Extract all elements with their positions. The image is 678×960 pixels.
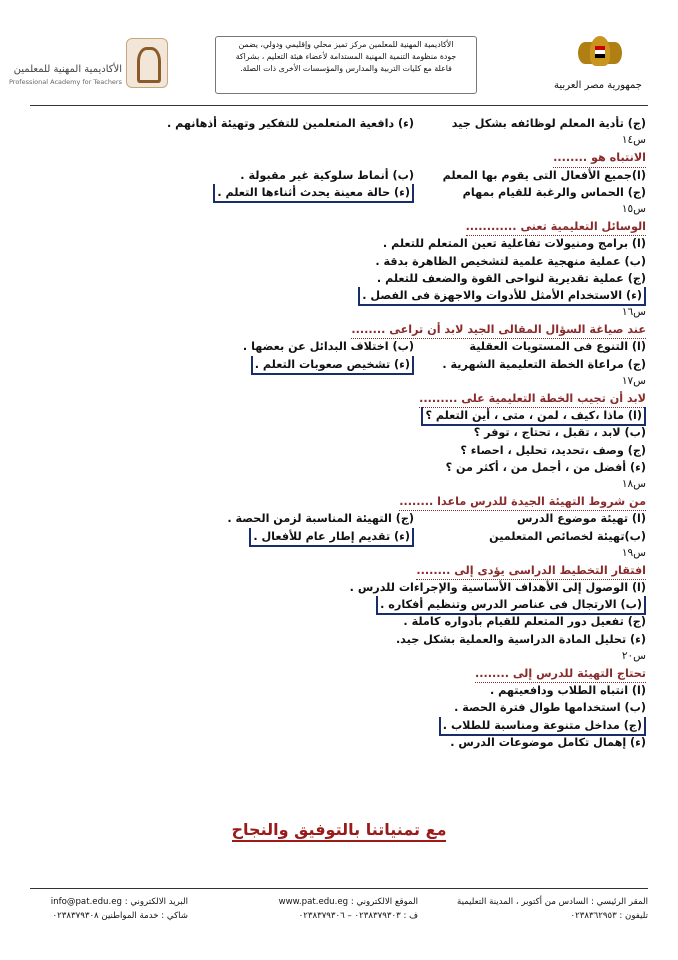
option-row (30, 596, 646, 613)
option-row (30, 356, 646, 373)
option-row (30, 459, 646, 476)
logo-text-english: Professional Academy for Teachers (9, 78, 122, 86)
question-number-text: س١٥ (621, 202, 646, 215)
option-row (30, 579, 646, 596)
logo-text-arabic: الأكاديمية المهنية للمعلمين (13, 64, 122, 75)
option-text: (ء) حالة معينة يحدث أثناءها التعلم . (213, 184, 414, 203)
option-text: (ب) أنماط سلوكية غير مقبولة . (240, 168, 414, 182)
question-number (30, 304, 646, 321)
option-row (30, 699, 646, 716)
option-row (30, 270, 646, 287)
academy-logo-mark (126, 38, 168, 88)
question-title (30, 665, 646, 682)
option-text: (ء) إهمال تكامل موضوعات الدرس . (450, 735, 646, 749)
option-text: (ب) لابد ، تقبل ، تحتاج ، توفر ؟ (473, 426, 646, 440)
question-number-text: س٢٠ (621, 649, 646, 662)
option-text: (ب) الارتجال فى عناصر الدرس وتنظيم أفكاره . (376, 596, 646, 615)
question-number-text: س١٦ (621, 306, 646, 319)
question-number (30, 545, 646, 562)
option-text: (ج) التهيئة المناسبة لزمن الحصة . (227, 512, 414, 526)
page-footer (30, 888, 648, 921)
option-text: (ء) أفضل من ، أجمل من ، أكثر من ؟ (445, 460, 646, 474)
mission-line: الأكاديمية المهنية للمعلمين مركز تميز محلي وإقليمي ودولي، يضمن (238, 40, 454, 49)
option-text: (ب) اختلاف البدائل عن بعضها . (242, 340, 414, 354)
option-row (30, 682, 646, 699)
option-text: (ا) ماذا ،كيف ، لمن ، متى ، أين التعلم ؟ (421, 407, 646, 426)
option-text: (ء) تشخيص صعوبات التعلم . (251, 356, 414, 375)
option-row (30, 424, 646, 441)
option-text: (ج) مداخل متنوعة ومناسبة للطلاب . (439, 717, 646, 736)
option-row (30, 528, 646, 545)
option-text: (ج) تفعيل دور المتعلم للقيام بأدواره كاملة . (403, 615, 646, 629)
option-text: (ا)جميع الأفعال التى يقوم بها المعلم (442, 168, 646, 182)
option-text: (ب) عملية منهجية علمية لتشخيص الظاهرة بدقة . (375, 254, 646, 268)
question-number (30, 201, 646, 218)
option-text: (ج) مراعاة الخطة التعليمية الشهرية . (442, 357, 646, 371)
closing-message: مع تمنياتنا بالتوفيق والنجاح (0, 820, 678, 839)
option-row (30, 167, 646, 184)
option-text: (ا) انتباه الطلاب ودافعيتهم . (490, 684, 646, 698)
question-title-text: الانتباه هو ........ (553, 149, 646, 167)
egypt-eagle-emblem-icon (578, 32, 622, 76)
question-number (30, 476, 646, 493)
footer-website: الموقع الالكتروني : www.pat.edu.eg ف : ٠٢٣٨٣٧٩٣٠٣ – ٠٢٣٨٣٧٩٣٠٦ (278, 897, 418, 921)
option-row (30, 510, 646, 527)
question-title (30, 390, 646, 407)
academy-logo (9, 38, 168, 98)
footer-hq: المقر الرئيسي : السادس من أكتوبر ، المدينة التعليمية تليفون : ٠٢٣٨٣٦٢٩٥٣ (457, 897, 648, 921)
option-text: (ج) وصف ،تحديد، تحليل ، احصاء ؟ (460, 443, 646, 457)
option-row (30, 184, 646, 201)
option-row (30, 115, 646, 132)
question-number (30, 373, 646, 390)
option-text: (ج) عملية تقديرية لنواحى القوة والضعف للتعلم . (376, 271, 646, 285)
option-row (30, 631, 646, 648)
question-title-text: الوسائل التعليمية تعنى ............ (466, 218, 646, 236)
question-number (30, 648, 646, 665)
option-text: (ا) التنوع فى المستويات العقلية (469, 340, 646, 354)
option-row (30, 717, 646, 734)
question-title-text: لابد أن تجيب الخطة التعليمية على ......... (419, 390, 646, 408)
option-row (30, 287, 646, 304)
footer-email: البريد الالكتروني : info@pat.edu.eg شاكي : خدمة المواطنين ٠٢٣٨٣٧٩٣٠٨ (50, 897, 188, 921)
academy-mission-box (215, 36, 477, 94)
option-text: (ء) تقديم إطار عام للأفعال . (249, 528, 414, 547)
question-title (30, 321, 646, 338)
question-title (30, 562, 646, 579)
option-text: (ج) تأدية المعلم لوظائفه بشكل جيد (451, 117, 646, 130)
option-text: (ب) استخدامها طوال فترة الحصة . (454, 701, 646, 715)
question-number-text: س١٩ (621, 546, 646, 559)
option-row (30, 253, 646, 270)
option-text: (ب)تهيئة لخصائص المتعلمين (489, 529, 646, 543)
option-row (30, 442, 646, 459)
option-row (30, 235, 646, 252)
question-title-text: تحتاج التهيئة للدرس إلى ........ (475, 665, 646, 683)
question-title-text: عند صياغة السؤال المقالى الجيد لابد أن تراعى ........ (351, 321, 646, 339)
option-row (30, 613, 646, 630)
mission-line: فاعلة مع كليات التربية والمدارس والمؤسسات الأخرى ذات الصلة. (240, 64, 452, 73)
question-title (30, 493, 646, 510)
option-text: (ا) برامج ومنيولات تفاعلية تعين المتعلم للتعلم . (382, 237, 646, 251)
option-row (30, 407, 646, 424)
option-row (30, 734, 646, 751)
question-number (30, 132, 646, 149)
option-text: (ج) الحماس والرغبة للقيام بمهام (462, 185, 646, 199)
question-number-text: س١٧ (621, 374, 646, 387)
question-title-text: افتقار التخطيط الدراسى يؤدى إلى ........ (416, 562, 646, 580)
question-title (30, 149, 646, 166)
option-text: (ا) تهيئة موضوع الدرس (516, 512, 646, 526)
option-text: (ا) الوصول إلى الأهداف الأساسية والإجراءات للدرس . (349, 581, 646, 595)
option-text: (ء) تحليل المادة الدراسية والعملية بشكل جيد. (395, 632, 646, 646)
question-title (30, 218, 646, 235)
questions-list (30, 115, 646, 751)
option-text: (ء) دافعية المتعلمين للتفكير وتهيئة أذهانهم . (166, 117, 414, 130)
mission-line: جودة منظومة التنمية المهنية المستدامة لأعضاء هيئة التعليم ، بشراكة (235, 52, 457, 61)
question-number-text: س١٤ (621, 134, 646, 147)
republic-title: جمهورية مصر العربية (554, 80, 642, 91)
option-text: (ء) الاستخدام الأمثل للأدوات والاجهزة فى الفصل . (358, 287, 646, 306)
option-row (30, 338, 646, 355)
page-header (9, 30, 648, 106)
question-title-text: من شروط التهيئة الجيدة للدرس ماعدا ........ (399, 493, 646, 511)
question-number-text: س١٨ (621, 477, 646, 490)
